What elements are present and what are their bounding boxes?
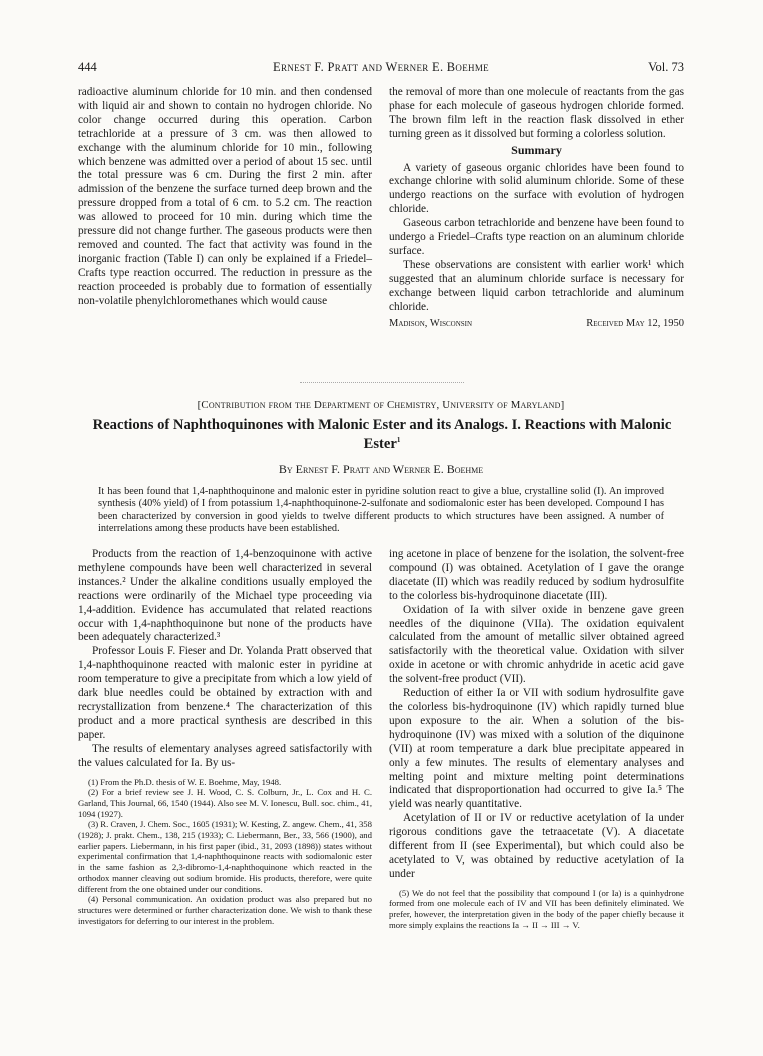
contribution-line: [Contribution from the Department of Chemistry, University of Maryland] bbox=[197, 399, 565, 411]
summary-paragraph-3: These observations are consistent with earlier work¹ which suggested that an aluminum chloride surface is necessary for exchange between liquid carbon tetrachloride and aluminum chloride. bbox=[389, 258, 684, 313]
footnote: (4) Personal communication. An oxidation product was also prepared but no structures were determined or further characterization done. We wish to thank these investigators for deferring to our interest in the problem. bbox=[78, 894, 372, 926]
abstract: It has been found that 1,4-naphthoquinone and malonic ester in pyridine solution react to give a blue, crystalline solid (I). An improved synthesis (40% yield) of I from potassium 1,4-naphthoquinone-2-sulfonate and sodiomalonic ester has been developed. Compound I has been characterized by conversion in good yields to twelve different products to which structures have been assigned. A number of interrelations among these products have been established. bbox=[98, 486, 664, 534]
signature-received: Received May 12, 1950 bbox=[586, 317, 684, 329]
signature-location: Madison, Wisconsin bbox=[389, 317, 473, 329]
byline: By Ernest F. Pratt and Werner E. Boehme bbox=[278, 462, 484, 476]
footnote: (5) We do not feel that the possibility that compound I (or Ia) is a quinhydrone formed from one molecule each of IV and VII has been definitely eliminated. We prefer, however, the interpretation given in the body of the paper chiefly because it more simply explains the reactions Ia → II → III → V. bbox=[389, 887, 684, 930]
summary-heading: Summary bbox=[511, 142, 562, 157]
footnotes-left bbox=[78, 777, 372, 927]
body-paragraph: Professor Louis F. Fieser and Dr. Yolanda Pratt observed that 1,4-naphthoquinone reacted with malonic ester in pyridine at room temperature to give a precipitate from which a low yield of dark blue needles could be obtained by extraction with and recrystallization from benzene.⁴ The characterization of this product and a more practical synthesis are described in this paper. bbox=[78, 645, 372, 741]
footnotes-right bbox=[389, 888, 684, 931]
title-footnote-mark: 1 bbox=[396, 436, 401, 445]
signature-line bbox=[389, 317, 684, 331]
body-paragraph: Reduction of either Ia or VII with sodium hydrosulfite gave the colorless bis-hydroquinone (IV) which rapidly turned blue upon exposure to the air. When a solution of the bis-hydroquinone (IV) was mixed with a solution of the diquinone (VII) at room temperature a dark blue precipitate appeared in only a few minutes. The results of elementary analyses and melting point and mixture melting point determinations indicated that disproportionation had occurred to give Ia.⁵ The yield was nearly quantitative. bbox=[389, 687, 684, 811]
footnote: (1) From the Ph.D. thesis of W. E. Boehme, May, 1948. bbox=[88, 776, 282, 787]
running-header bbox=[78, 60, 684, 76]
article-divider bbox=[300, 382, 464, 383]
prev-article-left-column bbox=[78, 86, 372, 309]
footnote: (3) R. Craven, J. Chem. Soc., 1605 (1931); W. Kesting, Z. angew. Chem., 41, 358 (1928); J. prakt. Chem., 138, 215 (1933); C. Liebermann, Ber., 33, 566 (1900), and earlier papers. Liebermann, in his first paper (ibid., 31, 2093 (1898)) states without experimental confirmation that 1,4-naphthoquinone reacts with sodiomalonic ester in the same fashion as 2,3-dibromo-1,4-naphthoquinone which reacted in the orthodox manner cleaving out sodium bromide. His products, therefore, were quite different from the one obtained under our conditions. bbox=[78, 819, 372, 894]
summary-paragraph-1: A variety of gaseous organic chlorides have been found to exchange chlorine with solid aluminum chloride. Some of these undergo reactions on the surface with evolution of hydrogen chloride. bbox=[389, 161, 684, 216]
prev-article-paragraph: the removal of more than one molecule of reactants from the gas phase for each molecule of gaseous hydrogen chloride formed. The brown film left in the reaction flask dissolved in ether turning green as it dissolved but forming a colorless solution. bbox=[389, 86, 684, 140]
footnote: (2) For a brief review see J. H. Wood, C. S. Colburn, Jr., L. Cox and H. C. Garland, This Journal, 66, 1540 (1944). Also see M. V. Ionescu, Bull. soc. chim., 41, 1094 (1927). bbox=[78, 787, 372, 819]
article-left-column bbox=[78, 548, 372, 926]
article-right-column bbox=[389, 548, 684, 931]
body-paragraph: Oxidation of Ia with silver oxide in benzene gave green needles of the diquinone (VIIa). The oxidation equivalent calculated from the amount of metallic silver obtained agreed satisfactorily with the theoretical value. Oxidation with silver oxide in acetone or with chromic anhydride in acetic acid gave the solvent-free product (VII). bbox=[389, 603, 684, 686]
article-title-text: Reactions of Naphthoquinones with Malonic Ester and its Analogs. I. Reactions with Malonic Ester bbox=[92, 417, 672, 452]
prev-article-right-column bbox=[389, 86, 684, 331]
body-paragraph: ing acetone in place of benzene for the isolation, the solvent-free compound (I) was obtained. Acetylation of I gave the orange diacetate (II) which was readily reduced by sodium hydrosulfite to the colorless bis-hydroquinone diacetate (III). bbox=[389, 548, 684, 602]
page-number: 444 bbox=[78, 60, 97, 74]
body-paragraph: The results of elementary analyses agreed satisfactorily with the values calculated for Ia. By us- bbox=[78, 742, 372, 769]
summary-paragraph-2: Gaseous carbon tetrachloride and benzene have been found to undergo a Friedel–Crafts type reaction on an aluminum chloride surface. bbox=[389, 217, 684, 257]
prev-article-paragraph: radioactive aluminum chloride for 10 min. and then condensed with liquid air and shown to contain no hydrogen chloride. No color change occurred during this operation. Carbon tetrachloride at a pressure of 3 cm. was then allowed to exchange with the aluminum chloride for 10 min., following which benzene was admitted over a period of about 15 sec. until the total pressure was 6 cm. During the first 2 min. after admission of the benzene the surface turned deep brown and the pressure dropped from a total of 6 cm. to 5.2 cm. The reaction was allowed to proceed for 10 min. during which time the pressure did not change further. The gaseous products were then removed and counted. The fact that activity was found in the inorganic fraction (Table I) can only be explained if a Friedel–Crafts type reaction occurred. The reduction in pressure as the reaction proceeded is probably due to formation of essentially non-volatile phenylchloromethanes which would cause bbox=[78, 86, 372, 307]
body-paragraph: Acetylation of II or IV or reductive acetylation of Ia under rigorous conditions gave the tetraacetate (V). A diacetate different from II (see Experimental), but which could also be acetylated to V, was obtained by reductive acetylation of Ia under bbox=[389, 812, 684, 880]
article-title bbox=[90, 416, 674, 454]
body-paragraph: Products from the reaction of 1,4-benzoquinone with active methylene compounds have been well characterized in several instances.² Under the alkaline conditions usually employed the reactions were ordinarily of the Michael type proceeding via 1,4-addition. Evidence has accumulated that related reactions occur with 1,4-naphthoquinone but none of the products have been adequately characterized.³ bbox=[78, 548, 372, 644]
volume-number: Vol. 73 bbox=[648, 60, 684, 74]
header-authors: Ernest F. Pratt and Werner E. Boehme bbox=[273, 60, 489, 74]
